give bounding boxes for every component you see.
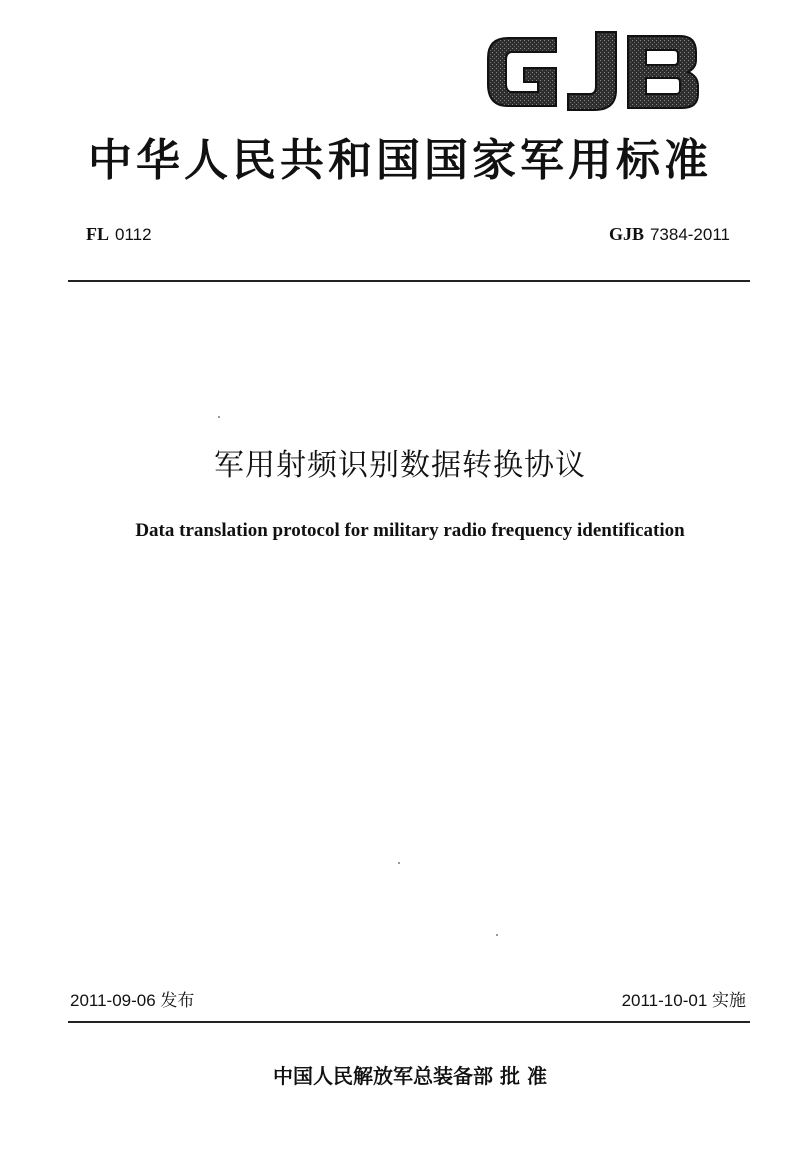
classification-prefix: FL <box>86 224 110 244</box>
standard-number-value: 7384-2011 <box>649 225 730 244</box>
scan-speck <box>496 934 498 936</box>
classification-number: 0112 <box>115 225 152 244</box>
implementation-date: 2011-10-01 实施 <box>621 991 746 1010</box>
standard-number <box>609 224 730 245</box>
document-title-en: Data translation protocol for military radio frequency identification <box>135 520 685 541</box>
scan-speck <box>218 416 220 418</box>
standard-prefix: GJB <box>608 224 644 244</box>
top-divider <box>68 280 750 282</box>
classification-code <box>86 224 152 245</box>
scan-speck <box>398 862 400 864</box>
approving-authority: 中国人民解放军总装备部 批 准 <box>273 1064 547 1088</box>
document-title-cn: 军用射频识别数据转换协议 <box>214 448 586 483</box>
issue-date: 2011-09-06 发布 <box>70 991 195 1010</box>
svg-text:GJB: GJB <box>484 28 486 29</box>
gjb-logo <box>484 28 702 114</box>
bottom-divider <box>68 1021 750 1023</box>
standard-title: 中华人民共和国国家军用标准 <box>88 135 712 186</box>
